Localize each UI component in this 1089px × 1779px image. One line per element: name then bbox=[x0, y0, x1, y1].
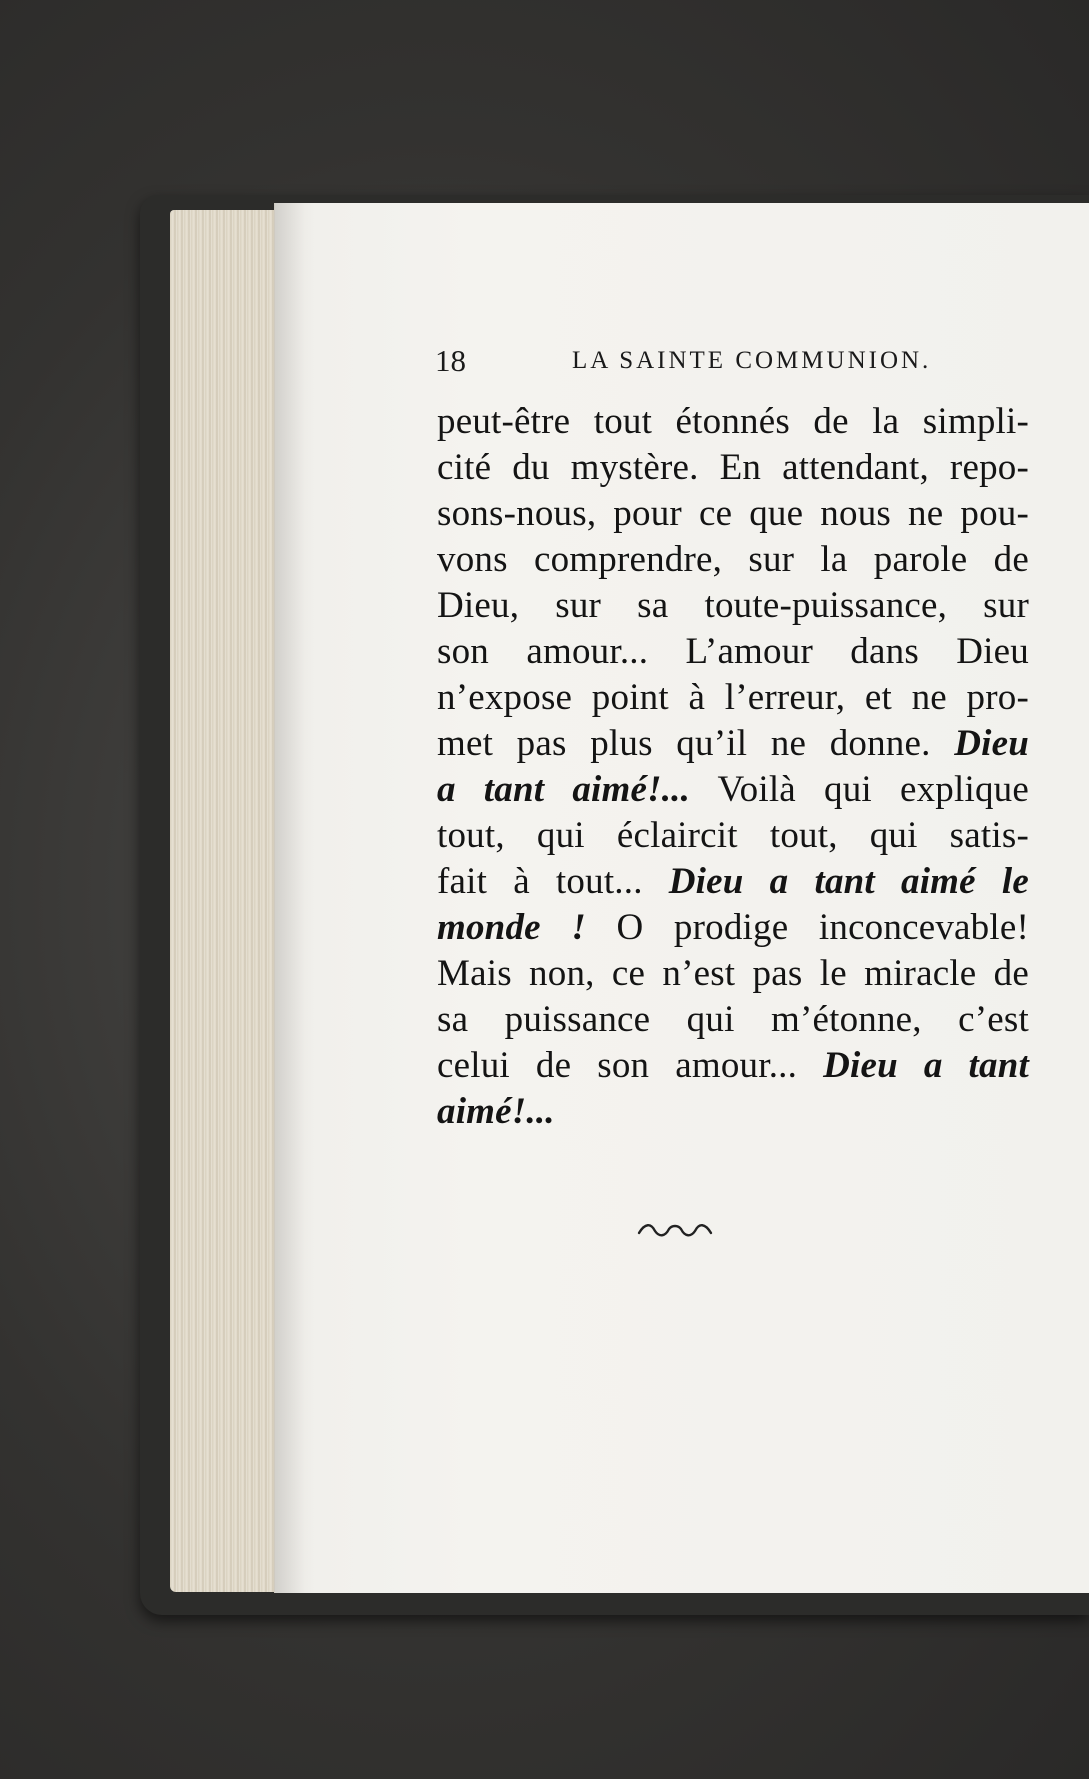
italic-quote: monde ! bbox=[437, 907, 586, 948]
page-number: 18 bbox=[435, 343, 466, 378]
text-line: monde ! O prodige inconcevable! bbox=[437, 907, 1029, 948]
italic-quote: Dieu a tant aimé le bbox=[668, 861, 1029, 902]
italic-quote: Dieu bbox=[954, 723, 1029, 764]
text-line: celui de son amour... Dieu a tant bbox=[437, 1045, 1029, 1086]
running-head bbox=[435, 343, 1055, 383]
text-line: tout, qui éclaircit tout, qui satis- bbox=[437, 815, 1029, 856]
text-line: Dieu, sur sa toute-puissance, sur bbox=[437, 585, 1029, 626]
italic-quote: Dieu a tant bbox=[823, 1045, 1029, 1086]
fleuron-ornament-icon bbox=[635, 1219, 715, 1239]
page-edges bbox=[170, 210, 280, 1592]
text-line: fait à tout... Dieu a tant aimé le bbox=[437, 861, 1029, 902]
italic-quote: aimé!... bbox=[437, 1091, 555, 1132]
text-line: met pas plus qu’il ne donne. Dieu bbox=[437, 723, 1029, 764]
text-line: vons comprendre, sur la parole de bbox=[437, 539, 1029, 580]
text-line: son amour... L’amour dans Dieu bbox=[437, 631, 1029, 672]
text-line bbox=[437, 1089, 1029, 1135]
book-page bbox=[274, 203, 1089, 1593]
running-title: LA SAINTE COMMUNION. bbox=[572, 347, 932, 374]
text-line: sa puissance qui m’étonne, c’est bbox=[437, 999, 1029, 1040]
text-line: a tant aimé!... Voilà qui explique bbox=[437, 769, 1029, 810]
text-line: cité du mystère. En attendant, repo- bbox=[437, 447, 1029, 488]
text-line: Mais non, ce n’est pas le miracle de bbox=[437, 953, 1029, 994]
italic-quote: a tant aimé!... bbox=[437, 769, 691, 810]
spine-shadow bbox=[275, 203, 305, 1593]
body-text bbox=[437, 399, 1029, 1135]
text-line: sons-nous, pour ce que nous ne pou- bbox=[437, 493, 1029, 534]
text-line: peut-être tout étonnés de la simpli- bbox=[437, 401, 1029, 442]
text-line: n’expose point à l’erreur, et ne pro- bbox=[437, 677, 1029, 718]
